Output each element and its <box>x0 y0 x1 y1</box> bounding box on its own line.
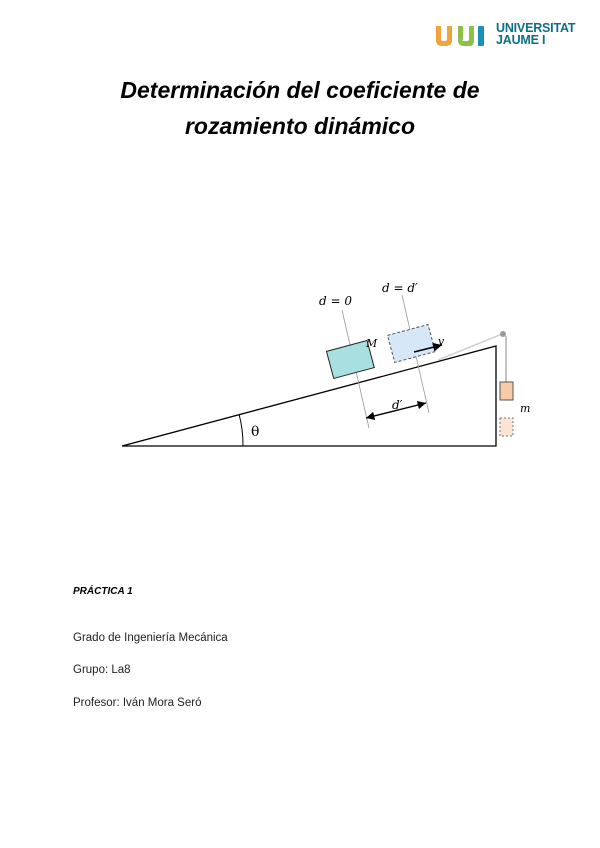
incline-diagram <box>110 270 550 460</box>
uji-logo-icon <box>434 22 494 50</box>
pulley-icon <box>500 331 506 337</box>
page-title <box>60 72 540 144</box>
incline-triangle <box>122 346 496 446</box>
label-dprime: d′ <box>392 398 403 412</box>
label-d-equals-dprime: d = d′ <box>382 281 418 295</box>
label-d0: d = 0 <box>319 294 352 308</box>
label-M: M <box>366 337 378 350</box>
title-line-2: rozamiento dinámico <box>184 113 416 139</box>
group-text: Grupo: La8 <box>73 664 131 676</box>
block-m <box>500 382 513 400</box>
university-name <box>496 22 596 46</box>
block-m-ghost <box>500 418 513 436</box>
block-M-moved <box>387 325 435 363</box>
label-m: m <box>520 402 531 415</box>
title-line-1: Determinación del coeficiente de <box>120 77 480 103</box>
university-name-line2: JAUME I <box>496 33 546 47</box>
professor-text: Profesor: Iván Mora Seró <box>73 697 202 709</box>
angle-arc <box>239 414 243 446</box>
practica-heading: PRÁCTICA 1 <box>73 586 133 597</box>
university-name-line1: UNIVERSITAT <box>496 21 576 35</box>
label-v: v <box>438 335 445 348</box>
degree-text: Grado de Ingeniería Mecánica <box>73 632 228 644</box>
label-theta: θ <box>251 424 260 440</box>
